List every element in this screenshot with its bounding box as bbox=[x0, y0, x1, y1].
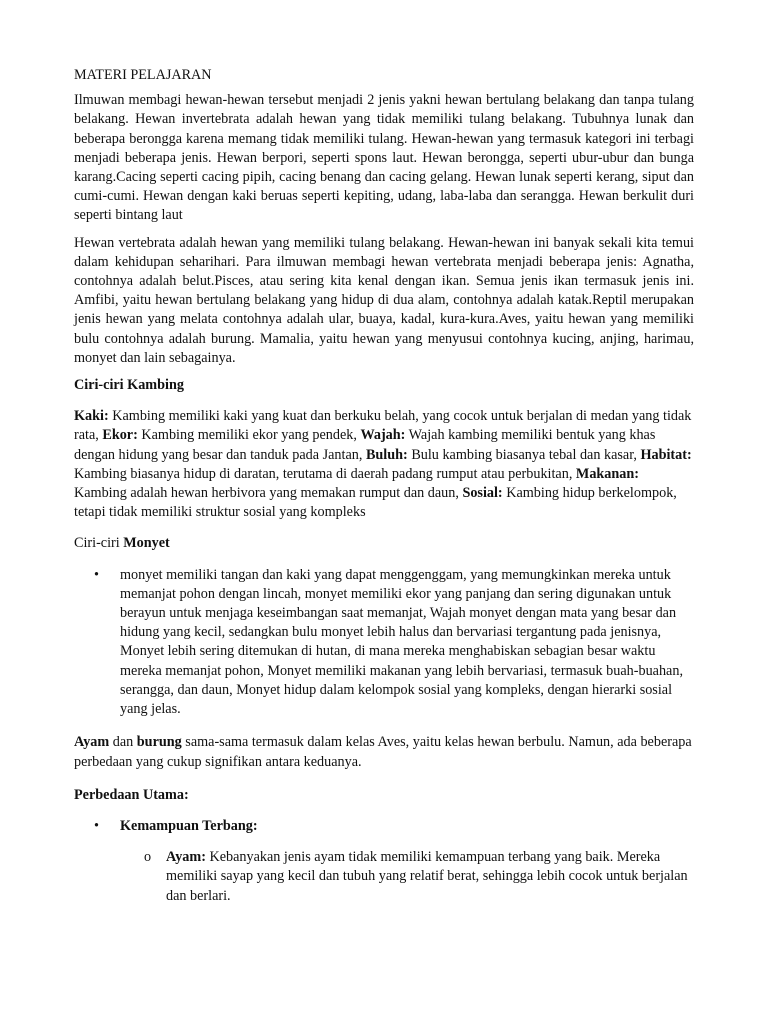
label-makanan: Makanan: bbox=[575, 465, 639, 482]
sub-list-terbang bbox=[120, 848, 694, 906]
label-kaki: Kaki: bbox=[74, 408, 109, 425]
page-title: MATERI PELAJARAN bbox=[74, 67, 212, 83]
paragraph-vertebrata: Hewan vertebrata adalah hewan yang memiliki tulang belakang. Hewan-hewan ini banyak sekali kita temui dalam kehidupan seharihari. Para ilmuwan membagi hewan vertebrata menjadi beberapa jenis: Agnatha, contohnya adalah belut.Pisces, atau sering kita kenal dengan ikan. Semua jenis ikan termasuk jenis ini. Amfibi, yaitu hewan bertulang belakang yang hidup di dua alam, contohnya adalah katak.Reptil merupakan jenis hewan yang melata contohnya adalah ular, buaya, kadal, kura-kura.Aves, yaitu hewan yang memiliki bulu contohnya adalah burung. Mamalia, yaitu hewan yang menyusui contohnya kucing, anjing, harimau, monyet dan lain sebagainya. bbox=[74, 234, 694, 366]
circle-bullet-icon: o bbox=[144, 849, 152, 866]
paragraph-invertebrata: Ilmuwan membagi hewan-hewan tersebut menjadi 2 jenis yakni hewan bertulang belakang dan tanpa tulang belakang. Hewan invertebrata adalah hewan yang tidak memiliki tulang belakang. Tubuhnya lunak dan beberapa berongga karena memang tidak memiliki tulang. Hewan-hewan yang termasuk kategori ini terbagi menjadi beberapa jenis. Hewan berpori, seperti spons laut. Hewan berongga, seperti ubur-ubur dan bunga karang.Cacing seperti cacing pipih, cacing benang dan cacing gelang. Hewan lunak seperti kerang, siput dan cumi-cumi. Hewan dengan kaki beruas seperti kepiting, udang, laba-laba dan serangga. Hewan berkulit duri seperti bintang laut bbox=[74, 92, 694, 224]
label-wajah: Wajah: bbox=[360, 427, 406, 444]
label-buluh: Buluh: bbox=[365, 446, 408, 463]
label-sosial: Sosial: bbox=[462, 485, 503, 502]
heading-monyet: Ciri-ciri Monyet bbox=[74, 535, 170, 552]
heading-perbedaan: Perbedaan Utama: bbox=[74, 786, 189, 803]
label-habitat: Habitat: bbox=[640, 446, 692, 463]
list-perbedaan bbox=[74, 817, 694, 906]
list-item: o Ayam: Kebanyakan jenis ayam tidak memiliki kemampuan terbang yang baik. Mereka memiliki sayap yang kecil dan tubuh yang relatif berat, sehingga lebih cocok untuk berjalan dan berlari. bbox=[144, 849, 688, 904]
list-item: • monyet memiliki tangan dan kaki yang dapat menggenggam, yang memungkinkan mereka untuk memanjat pohon dengan lincah, monyet memiliki ekor yang panjang dan sering digunakan untuk berayun untuk menjaga keseimbangan saat memanjat, Wajah monyet dengan mata yang besar dan hidung yang kecil, sedangkan bulu monyet lebih halus dan bervariasi tergantung pada jenisnya, Monyet lebih sering ditemukan di hutan, di mana mereka menghabiskan sebagian besar waktu mereka memanjat pohon, Monyet memiliki makanan yang lebih bervariasi, termasuk buah-buahan, serangga, dan daun, Monyet hidup dalam kelompok sosial yang kompleks, dengan hierarki sosial yang jelas. bbox=[94, 566, 683, 718]
paragraph-kambing: Kaki: Kambing memiliki kaki yang kuat dan berkuku belah, yang cocok untuk berjalan di medan yang tidak rata, Ekor: Kambing memiliki ekor yang pendek, Wajah: Wajah kambing memiliki bentuk yang khas dengan hidung yang besar dan tanduk pada Jantan, Buluh: Bulu kambing biasanya tebal dan kasar, Habitat: Kambing biasanya hidup di daratan, terutama di daerah padang rumput atau perbukitan, Makanan: Kambing adalah hewan herbivora yang memakan rumput dan daun, Sosial: Kambing hidup berkelompok, tetapi tidak memiliki struktur sosial yang kompleks bbox=[74, 408, 692, 521]
heading-kambing: Ciri-ciri Kambing bbox=[74, 377, 184, 394]
paragraph-aves: Ayam dan burung sama-sama termasuk dalam kelas Aves, yaitu kelas hewan berbulu. Namun, ada beberapa perbedaan yang cukup signifikan antara keduanya. bbox=[74, 734, 692, 770]
list-item: • Kemampuan Terbang: o Ayam: Kebanyakan jenis ayam tidak memiliki kemampuan terbang yang baik. Mereka memiliki sayap yang kecil dan tubuh yang relatif berat, sehingga lebih cocok untuk berjalan dan berlari. bbox=[74, 817, 694, 906]
bullet-icon: • bbox=[94, 817, 99, 834]
list-monyet bbox=[74, 566, 694, 720]
label-ekor: Ekor: bbox=[102, 427, 138, 444]
bullet-icon: • bbox=[94, 566, 99, 583]
